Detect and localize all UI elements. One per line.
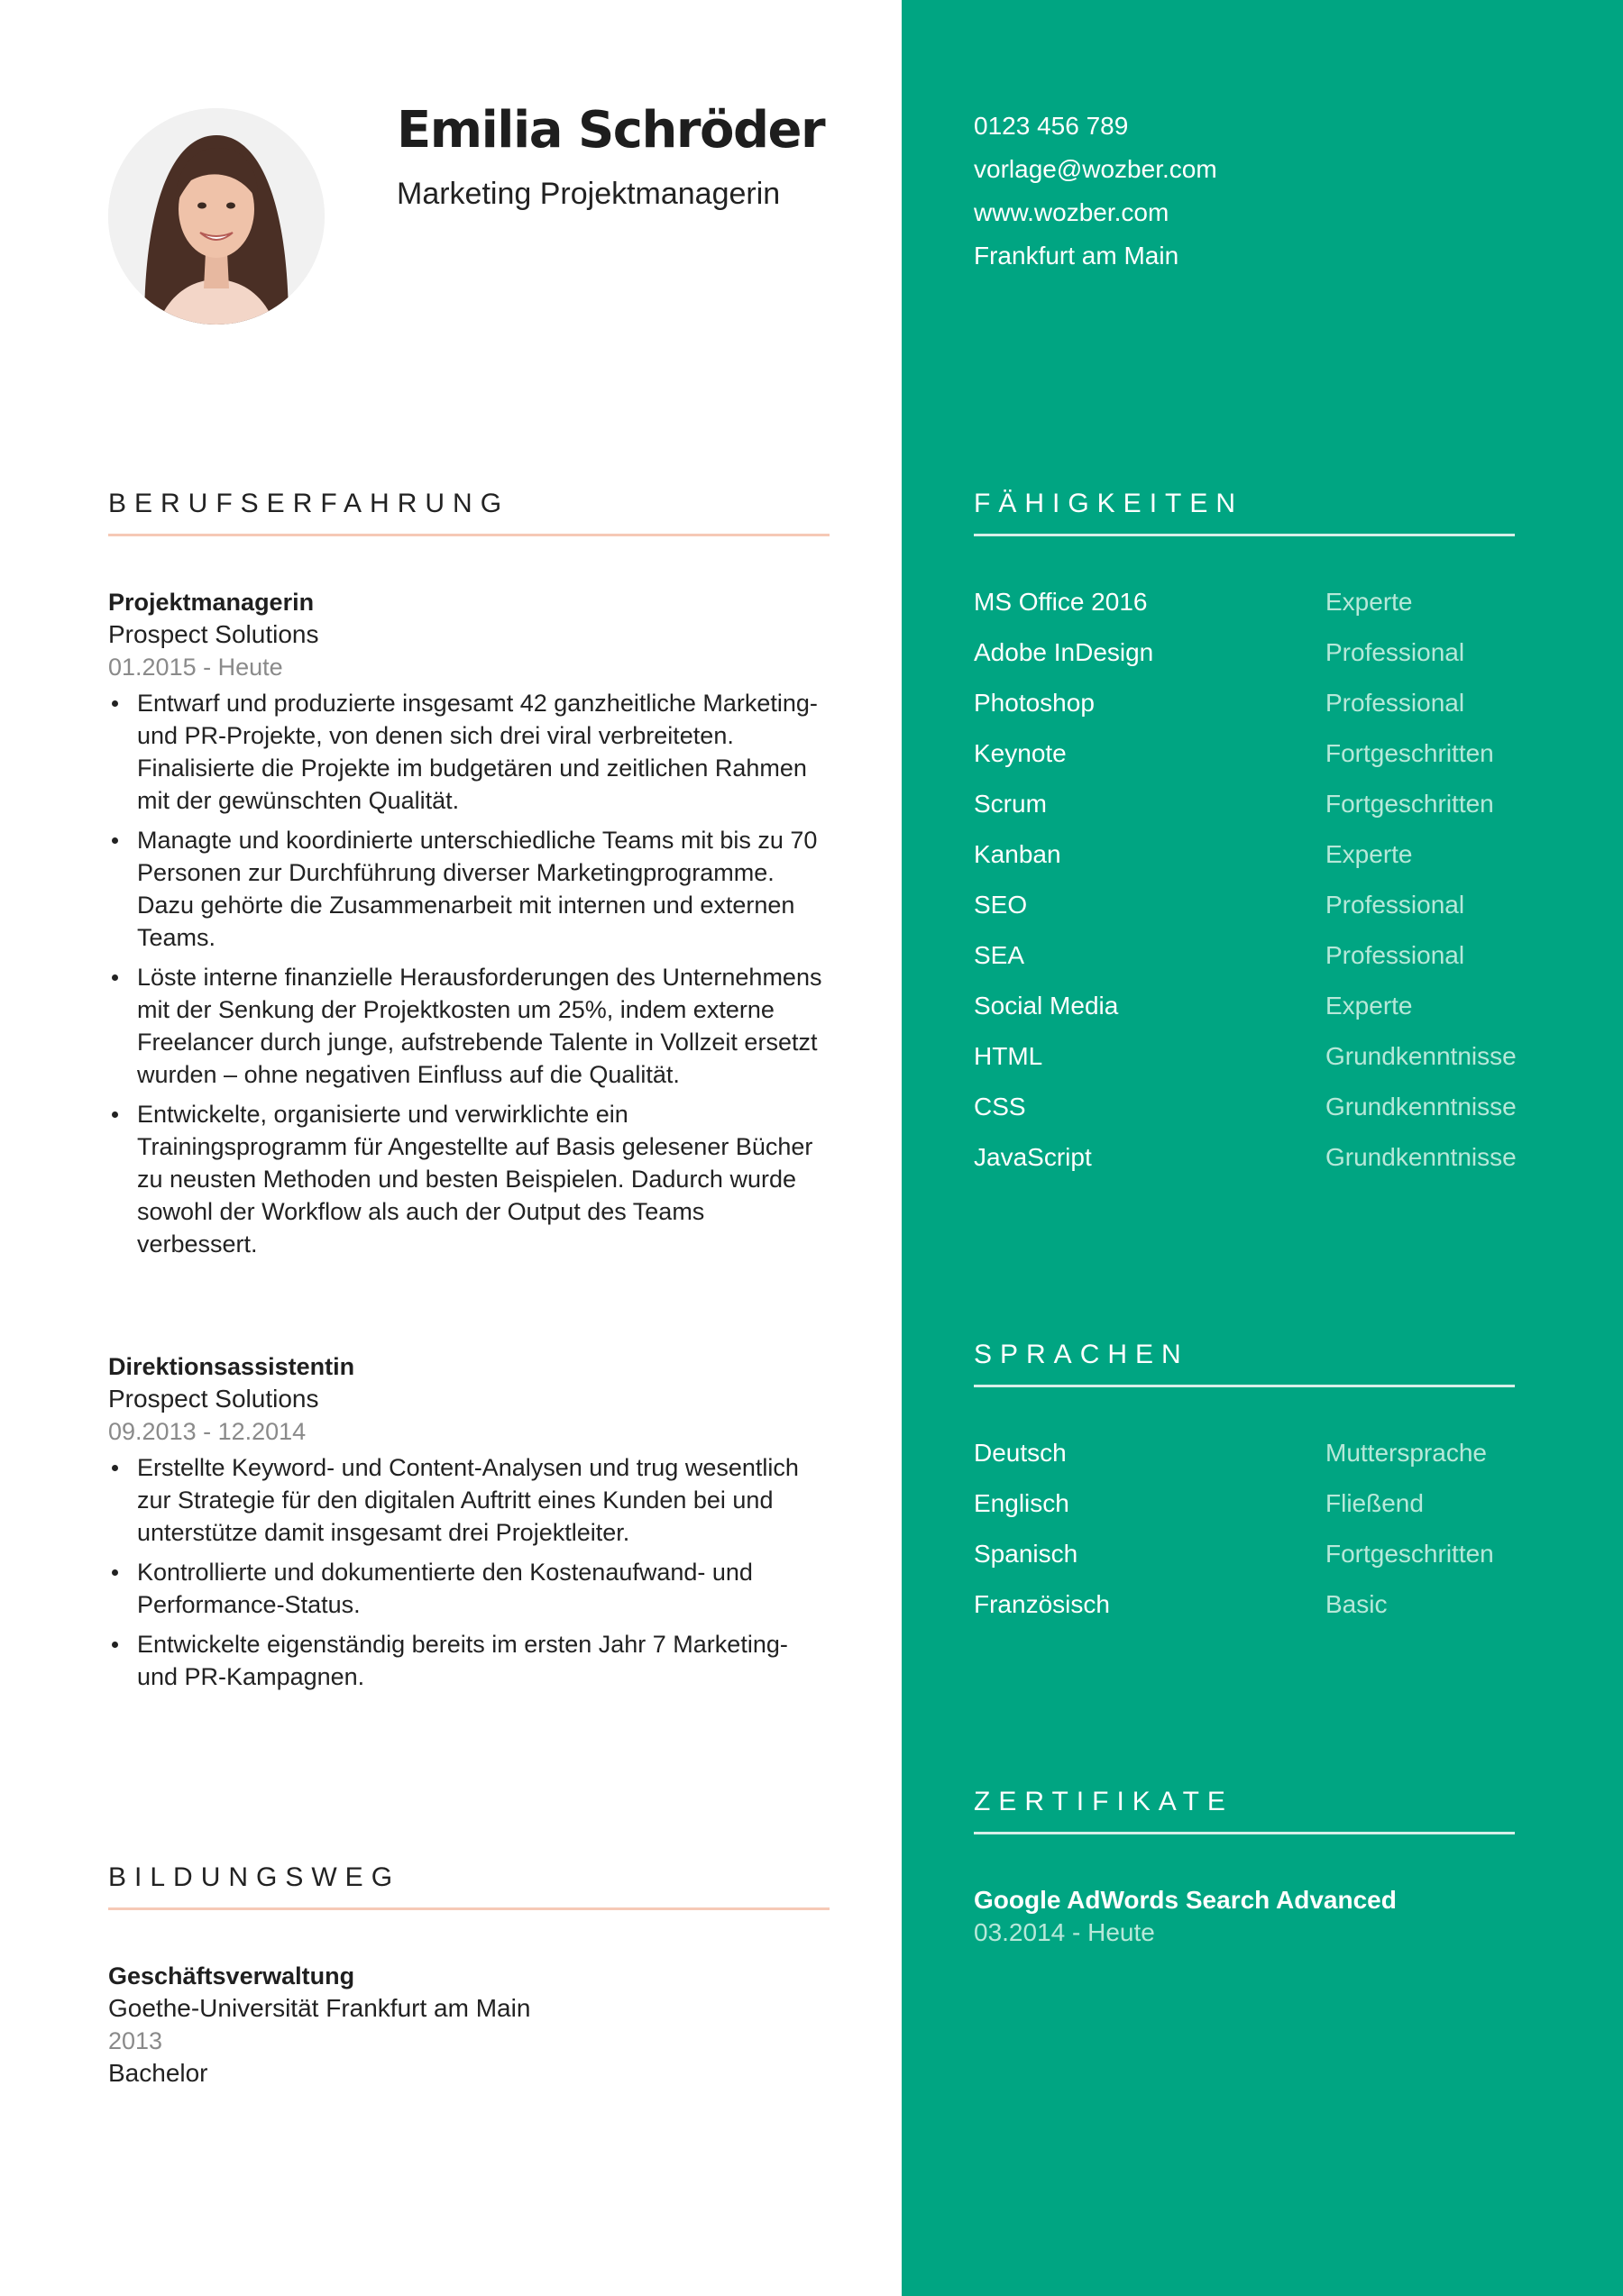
skill-name: CSS [974, 1093, 1026, 1121]
language-name: Spanisch [974, 1540, 1078, 1568]
contact-email: vorlage@wozber.com [974, 155, 1217, 183]
sidebar [902, 0, 1623, 2296]
experience-entry [108, 586, 830, 1267]
education-year: 2013 [108, 2027, 163, 2054]
skill-name: SEO [974, 891, 1028, 919]
bullet-item: Entwarf und produzierte insgesamt 42 ganzheitliche Marketing- und PR-Projekte, von denen sich drei viral verbreiteten. Finalisierte die Projekte im budgetären und zeitlichen Rahmen mit der gewünschten Qualität. [137, 687, 830, 817]
job-role: Direktionsassistentin [108, 1353, 355, 1380]
contact-block [974, 105, 1217, 278]
skill-row [974, 683, 1551, 734]
language-row [974, 1484, 1551, 1534]
contact-location: Frankfurt am Main [974, 242, 1179, 270]
section-divider [108, 1907, 830, 1910]
bullet-item: Entwickelte, organisierte und verwirklichte ein Trainingsprogramm für Angestellte auf Basis gelesener Bücher zu neusten Methoden und besten Beispielen. Dadurch wurde sowohl der Workflow als auch der Output des Teams verbessert. [137, 1098, 830, 1260]
bullet-item: Managte und koordinierte unterschiedliche Teams mit bis zu 70 Personen zur Durchführung diverser Marketingprogramme. Dazu gehörte die Zusammenarbeit mit internen und externen Teams. [137, 824, 830, 954]
language-row [974, 1585, 1551, 1635]
skill-level: Professional [1325, 689, 1465, 717]
skill-level: Fortgeschritten [1325, 739, 1494, 767]
section-title-languages: SPRACHEN [974, 1340, 1189, 1369]
bullet-item: Löste interne finanzielle Herausforderungen des Unternehmens mit der Senkung der Projektkosten um 25%, indem externe Freelancer durch junge, aufstrebende Talente in Vollzeit ersetzt wurden – ohne negativen Einfluss auf die Qualität. [137, 961, 830, 1091]
skill-level: Professional [1325, 941, 1465, 969]
contact-website: www.wozber.com [974, 198, 1169, 226]
section-title-skills: FÄHIGKEITEN [974, 489, 1244, 518]
language-level: Fließend [1325, 1489, 1424, 1517]
certificate-name: Google AdWords Search Advanced [974, 1886, 1397, 1914]
contact-phone: 0123 456 789 [974, 112, 1129, 140]
skills-list [974, 582, 1551, 1188]
job-dates: 09.2013 - 12.2014 [108, 1418, 307, 1445]
section-title-experience: BERUFSERFAHRUNG [108, 489, 510, 518]
skill-level: Experte [1325, 840, 1413, 868]
skill-level: Experte [1325, 588, 1413, 616]
bullet-item: Kontrollierte und dokumentierte den Kostenaufwand- und Performance-Status. [137, 1556, 830, 1621]
certificate-dates: 03.2014 - Heute [974, 1918, 1155, 1946]
skill-row [974, 986, 1551, 1037]
candidate-title: Marketing Projektmanagerin [397, 177, 781, 211]
language-row [974, 1433, 1551, 1484]
bullet-item: Entwickelte eigenständig bereits im ersten Jahr 7 Marketing- und PR-Kampagnen. [137, 1628, 830, 1693]
skill-name: Photoshop [974, 689, 1095, 717]
section-divider [974, 1832, 1515, 1834]
bullet-item: Erstellte Keyword- und Content-Analysen und trug wesentlich zur Strategie für den digitalen Auftritt eines Kunden bei und unterstütze damit insgesamt drei Projektleiter. [137, 1451, 830, 1549]
certificate-entry [974, 1884, 1397, 1949]
skill-name: Social Media [974, 992, 1119, 1020]
skill-row [974, 1087, 1551, 1138]
skill-name: MS Office 2016 [974, 588, 1148, 616]
section-divider [974, 534, 1515, 536]
skill-name: SEA [974, 941, 1025, 969]
education-degree: Bachelor [108, 2059, 208, 2087]
profile-photo [108, 108, 325, 325]
section-divider [974, 1385, 1515, 1387]
section-divider [108, 534, 830, 536]
skill-row [974, 784, 1551, 835]
skill-level: Fortgeschritten [1325, 790, 1494, 818]
candidate-name: Emilia Schröder [397, 101, 825, 160]
profile-photo-illustration [108, 108, 325, 325]
skill-level: Experte [1325, 992, 1413, 1020]
language-level: Muttersprache [1325, 1439, 1487, 1467]
skill-row [974, 582, 1551, 633]
education-entry [108, 1960, 830, 2090]
language-level: Basic [1325, 1590, 1388, 1618]
education-school: Goethe-Universität Frankfurt am Main [108, 1994, 531, 2022]
skill-row [974, 734, 1551, 784]
job-role: Projektmanagerin [108, 589, 315, 616]
language-name: Französisch [974, 1590, 1110, 1618]
skill-level: Grundkenntnisse [1325, 1042, 1517, 1070]
skill-level: Professional [1325, 638, 1465, 666]
language-name: Deutsch [974, 1439, 1067, 1467]
languages-list [974, 1433, 1551, 1635]
skill-row [974, 885, 1551, 936]
skill-name: Keynote [974, 739, 1067, 767]
language-row [974, 1534, 1551, 1585]
skill-level: Grundkenntnisse [1325, 1093, 1517, 1121]
education-field: Geschäftsverwaltung [108, 1962, 355, 1990]
section-title-education: BILDUNGSWEG [108, 1862, 401, 1892]
job-company: Prospect Solutions [108, 620, 319, 648]
section-title-certificates: ZERTIFIKATE [974, 1787, 1233, 1816]
skill-name: HTML [974, 1042, 1043, 1070]
skill-name: Adobe InDesign [974, 638, 1154, 666]
experience-entry [108, 1350, 830, 1700]
skill-level: Professional [1325, 891, 1465, 919]
skill-name: Kanban [974, 840, 1061, 868]
language-level: Fortgeschritten [1325, 1540, 1494, 1568]
skill-level: Grundkenntnisse [1325, 1143, 1517, 1171]
skill-name: JavaScript [974, 1143, 1092, 1171]
skill-row [974, 1138, 1551, 1188]
skill-row [974, 1037, 1551, 1087]
job-bullets [108, 687, 830, 1260]
job-dates: 01.2015 - Heute [108, 654, 283, 681]
skill-row [974, 633, 1551, 683]
job-company: Prospect Solutions [108, 1385, 319, 1413]
job-bullets [108, 1451, 830, 1693]
skill-name: Scrum [974, 790, 1047, 818]
skill-row [974, 936, 1551, 986]
language-name: Englisch [974, 1489, 1069, 1517]
skill-row [974, 835, 1551, 885]
